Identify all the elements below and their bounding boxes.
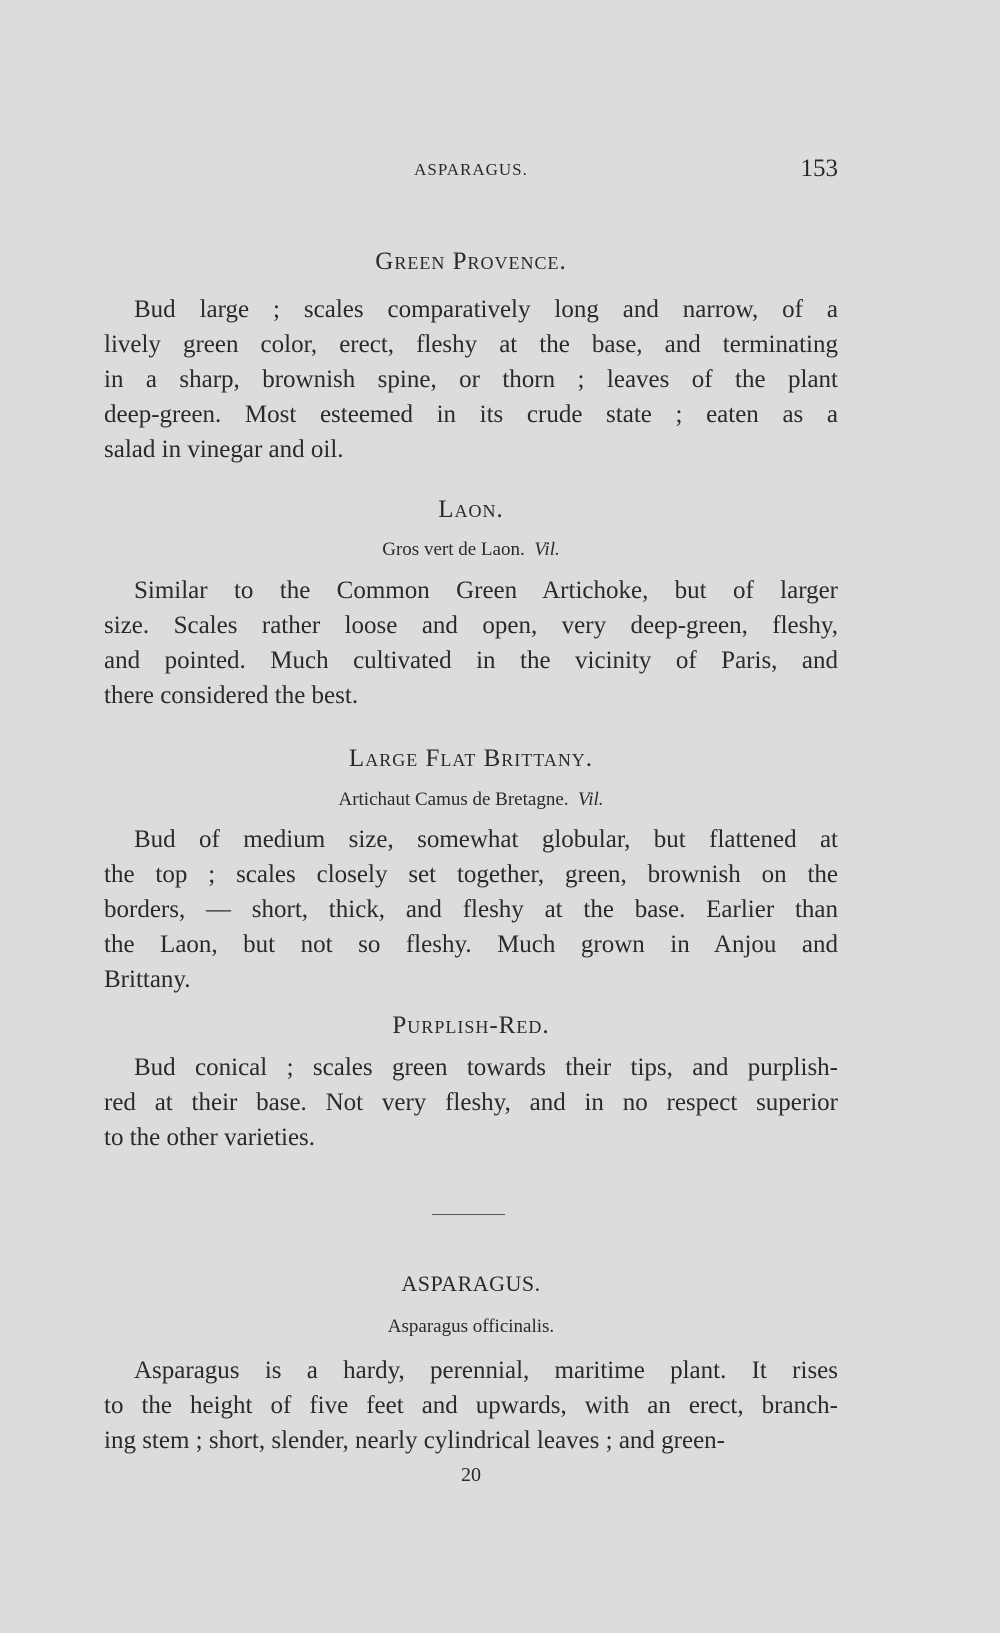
- text-line: size. Scales rather loose and open, very deep-green, fleshy,: [104, 612, 838, 639]
- signature-mark: 20: [461, 1464, 481, 1486]
- synonym-line: [104, 785, 838, 815]
- text-line: Similar to the Common Green Artichoke, but of larger: [134, 577, 838, 604]
- section-heading: Green Provence.: [375, 248, 567, 275]
- section-paragraph: [104, 1050, 838, 1155]
- synonym-line: [104, 535, 838, 565]
- chapter-paragraph: [104, 1353, 838, 1458]
- text-line: deep-green. Most esteemed in its crude state ; eaten as a: [104, 401, 838, 428]
- text-line: the Laon, but not so fleshy. Much grown in Anjou and: [104, 931, 838, 958]
- text-line: to the height of five feet and upwards, with an erect, branch-: [104, 1392, 838, 1419]
- text-line: Bud conical ; scales green towards their tips, and purplish-: [134, 1054, 838, 1081]
- text-line: Bud of medium size, somewhat globular, but flattened at: [134, 826, 838, 853]
- text-line: to the other varieties.: [104, 1124, 316, 1151]
- synonym: Artichaut Camus de Bretagne.: [338, 789, 569, 810]
- chapter-title: ASPARAGUS.: [401, 1271, 541, 1296]
- text-line: lively green color, erect, fleshy at the base, and terminating: [104, 331, 838, 358]
- synonym-source: Vil.: [534, 539, 560, 560]
- botanical-name: Asparagus officinalis.: [387, 1316, 555, 1337]
- text-line: Asparagus is a hardy, perennial, maritime plant. It rises: [134, 1357, 838, 1384]
- text-line: red at their base. Not very fleshy, and in no respect superior: [104, 1089, 838, 1116]
- text-line: there considered the best.: [104, 682, 359, 709]
- text-line: ing stem ; short, slender, nearly cylindrical leaves ; and green-: [104, 1427, 726, 1454]
- text-line: the top ; scales closely set together, green, brownish on the: [104, 861, 838, 888]
- text-line: Bud large ; scales comparatively long and narrow, of a: [134, 296, 838, 323]
- section-paragraph: [104, 292, 838, 467]
- section-heading: Large Flat Brittany.: [348, 745, 594, 772]
- section-divider: [432, 1214, 505, 1215]
- synonym-source: Vil.: [578, 789, 604, 810]
- text-line: Brittany.: [104, 966, 191, 993]
- text-line: and pointed. Much cultivated in the vicinity of Paris, and: [104, 647, 838, 674]
- text-line: borders, — short, thick, and fleshy at the base. Earlier than: [104, 896, 838, 923]
- section-heading: Laon.: [438, 496, 504, 523]
- section-paragraph: [104, 822, 838, 997]
- text-line: salad in vinegar and oil.: [104, 436, 344, 463]
- section-heading: Purplish-Red.: [392, 1012, 550, 1039]
- running-title: ASPARAGUS.: [414, 160, 528, 179]
- page-number: 153: [800, 155, 838, 182]
- synonym: Gros vert de Laon.: [382, 539, 525, 560]
- text-line: in a sharp, brownish spine, or thorn ; leaves of the plant: [104, 366, 838, 393]
- section-paragraph: [104, 573, 838, 713]
